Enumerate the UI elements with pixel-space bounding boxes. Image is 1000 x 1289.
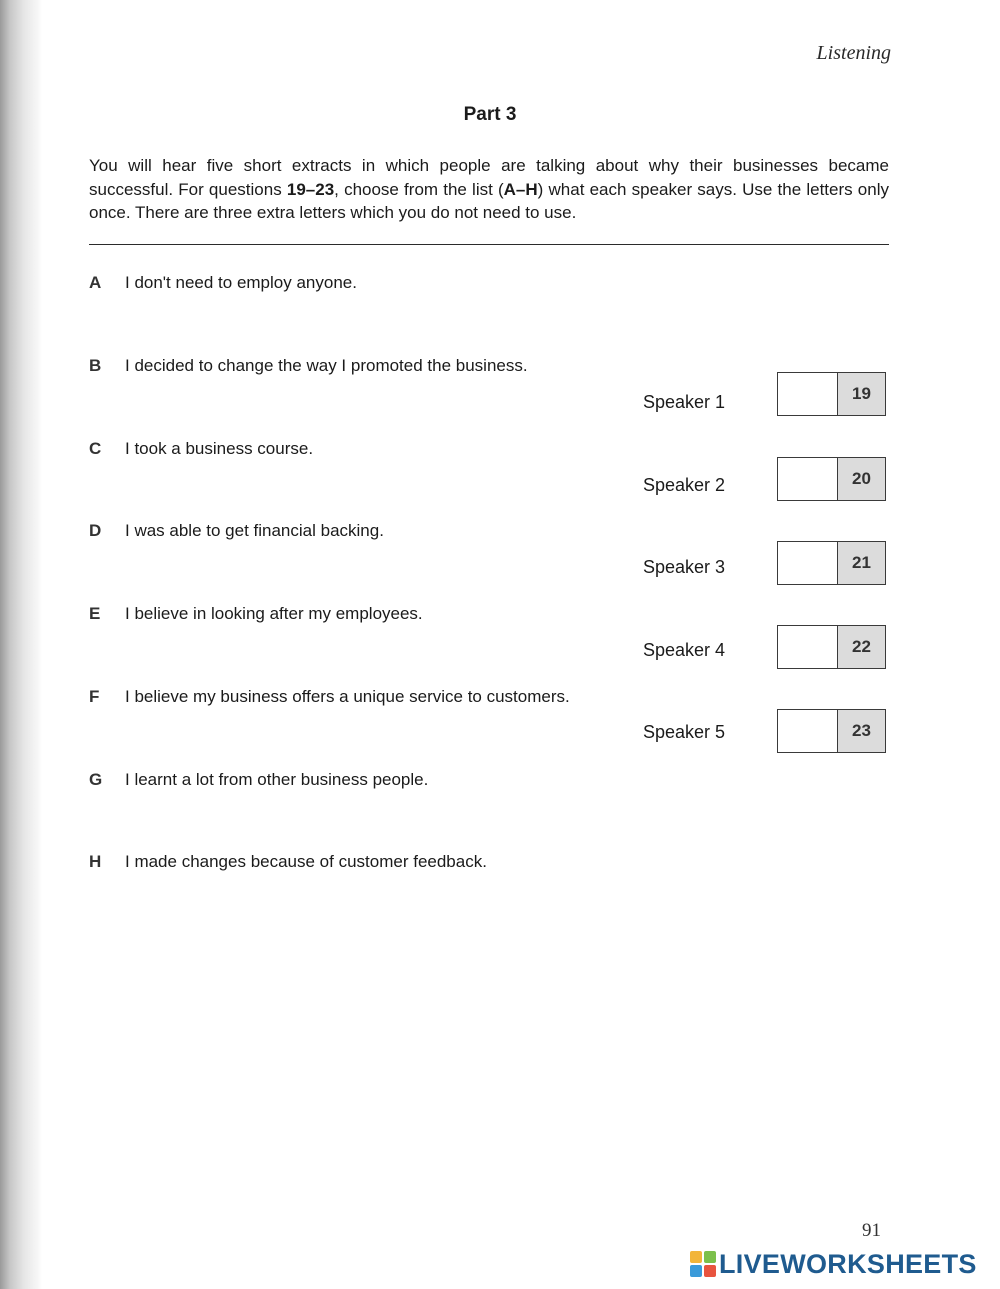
option-text: I made changes because of customer feedback.	[125, 852, 487, 871]
brand-name: LIVEWORKSHEETS	[719, 1248, 977, 1279]
answer-input-23[interactable]	[778, 710, 838, 752]
option-text: I learnt a lot from other business people.	[125, 770, 429, 789]
book-spine-shadow	[0, 0, 42, 1289]
option-letter: C	[89, 439, 102, 458]
answer-box-19	[777, 372, 886, 416]
speaker-5-label: Speaker 5	[643, 722, 726, 742]
question-number: 20	[838, 458, 885, 500]
speaker-3-label: Speaker 3	[643, 557, 726, 577]
liveworksheets-logo-icon	[690, 1251, 716, 1277]
question-number: 21	[838, 542, 885, 584]
option-f	[89, 687, 570, 707]
option-text: I was able to get financial backing.	[125, 521, 384, 540]
question-number: 22	[838, 626, 885, 668]
option-b	[89, 356, 528, 376]
option-letter: F	[89, 687, 100, 706]
option-letter: A	[89, 273, 102, 292]
option-letter: G	[89, 770, 103, 789]
option-text: I took a business course.	[125, 439, 314, 458]
answer-box-21	[777, 541, 886, 585]
page-number: 91	[862, 1220, 881, 1241]
option-text: I decided to change the way I promoted the business.	[125, 356, 528, 375]
liveworksheets-brand	[690, 1246, 977, 1282]
option-g	[89, 770, 428, 790]
option-d	[89, 521, 384, 541]
question-number: 23	[838, 710, 885, 752]
answer-box-22	[777, 625, 886, 669]
option-e	[89, 604, 423, 624]
running-head: Listening	[816, 42, 891, 64]
option-letter: E	[89, 604, 101, 623]
option-h	[89, 852, 487, 872]
option-a	[89, 273, 357, 293]
instructions-text-3: ) what each speaker says. Use the letters only once. There are three extra letters which you do not need to use.	[89, 179, 889, 222]
option-text: I don't need to employ anyone.	[125, 273, 357, 292]
answer-input-19[interactable]	[778, 373, 838, 415]
question-number: 19	[838, 373, 885, 415]
speaker-2-label: Speaker 2	[643, 475, 726, 495]
option-text: I believe in looking after my employees.	[125, 604, 423, 623]
option-letter: H	[89, 852, 102, 871]
divider	[89, 244, 889, 245]
speaker-4-label: Speaker 4	[643, 640, 726, 660]
questions-range: 19–23	[286, 179, 335, 199]
instructions-text-2: , choose from the list (	[334, 179, 504, 199]
option-text: I believe my business offers a unique service to customers.	[125, 687, 570, 706]
answer-input-22[interactable]	[778, 626, 838, 668]
option-letter: D	[89, 521, 102, 540]
answer-box-20	[777, 457, 886, 501]
instructions	[89, 154, 889, 225]
answer-input-21[interactable]	[778, 542, 838, 584]
answer-input-20[interactable]	[778, 458, 838, 500]
speaker-1-label: Speaker 1	[643, 392, 726, 412]
instructions-text-1: You will hear five short extracts in which people are talking about why their businesses became successful. For questions	[89, 156, 889, 199]
letters-range: A–H	[503, 179, 538, 199]
option-c	[89, 439, 313, 459]
part-title: Part 3	[463, 104, 517, 125]
answer-box-23	[777, 709, 886, 753]
option-letter: B	[89, 356, 102, 375]
